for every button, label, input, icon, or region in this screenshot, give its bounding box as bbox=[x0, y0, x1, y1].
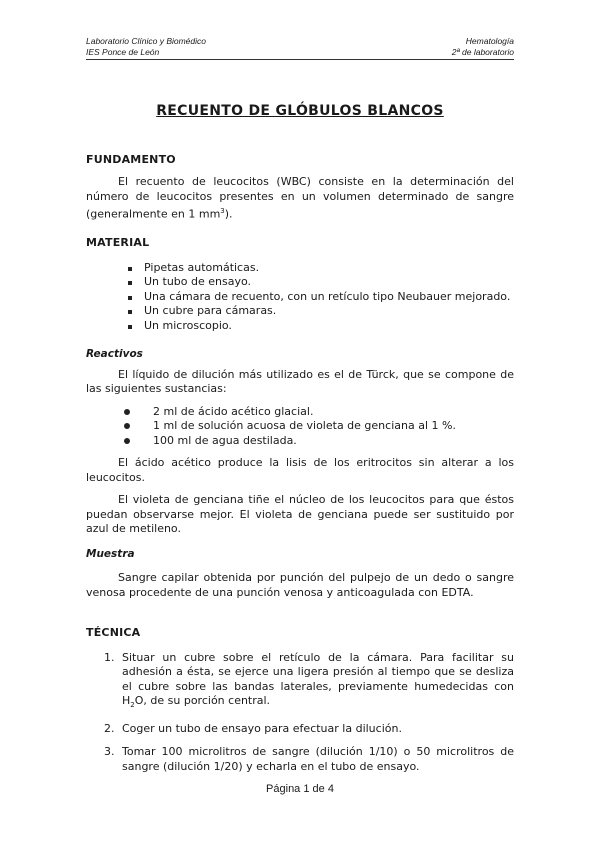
section-heading-material: MATERIAL bbox=[86, 236, 150, 250]
list-item: 2 ml de ácido acético glacial. bbox=[122, 405, 514, 420]
document-body bbox=[86, 104, 514, 783]
step-number: 1. bbox=[104, 650, 115, 664]
fundamento-text-end: ). bbox=[224, 207, 233, 221]
list-item bbox=[104, 745, 514, 774]
header-subject: Hematología bbox=[465, 36, 514, 46]
list-item: 100 ml de agua destilada. bbox=[122, 434, 514, 449]
list-item: Un cubre para cámaras. bbox=[128, 304, 514, 319]
step-text: Situar un cubre sobre el retículo de la cámara. Para facilitar su adhesión a ésta, se ejerce una ligera presión al tiempo que se desliza el cubre sobre las bandas laterales, previamente humedecidas con H bbox=[122, 650, 514, 708]
tecnica-steps bbox=[86, 651, 514, 775]
list-item: Un microscopio. bbox=[128, 319, 514, 334]
header-lab-name: Laboratorio Clínico y Biomédico bbox=[86, 36, 207, 46]
section-heading-tecnica: TÉCNICA bbox=[86, 626, 141, 640]
reactivos-paragraph-1: El ácido acético produce la lisis de los eritrocitos sin alterar a los leucocitos. bbox=[86, 456, 514, 484]
reactivos-list bbox=[122, 405, 514, 449]
fundamento-paragraph bbox=[86, 175, 514, 222]
material-list bbox=[128, 261, 514, 334]
reactivos-intro: El líquido de dilución más utilizado es el de Türck, que se compone de las siguientes sustancias: bbox=[86, 367, 514, 396]
step-number: 3. bbox=[104, 745, 115, 759]
page-number: Página 1 de 4 bbox=[266, 783, 334, 795]
list-item bbox=[104, 721, 514, 737]
subsection-heading-reactivos: Reactivos bbox=[86, 348, 143, 361]
header-course: 2ª de laboratorio bbox=[451, 47, 514, 57]
list-item: Una cámara de recuento, con un retículo tipo Neubauer mejorado. bbox=[128, 290, 514, 305]
list-item: Un tubo de ensayo. bbox=[128, 275, 514, 290]
fundamento-text: El recuento de leucocitos (WBC) consiste en la determinación del número de leucocitos presentes en un volumen determinado de sangre (generalmente en 1 mm bbox=[86, 175, 514, 221]
list-item: 1 ml de solución acuosa de violeta de genciana al 1 %. bbox=[122, 419, 514, 434]
header-school-name: IES Ponce de León bbox=[86, 47, 160, 57]
subscript-2: 2 bbox=[130, 701, 135, 710]
step-text: Tomar 100 microlitros de sangre (dilución 1/10) o 50 microlitros de sangre (dilución 1/20) y echarla en el tubo de ensayo. bbox=[122, 745, 514, 773]
list-item bbox=[104, 650, 514, 713]
subsection-heading-muestra: Muestra bbox=[86, 547, 135, 560]
step-number: 2. bbox=[104, 721, 115, 735]
list-item: Pipetas automáticas. bbox=[128, 261, 514, 276]
step-text-end: O, de su porción central. bbox=[134, 694, 271, 708]
reactivos-paragraph-2: El violeta de genciana tiñe el núcleo de los leucocitos para que éstos puedan observarse mejor. El violeta de genciana puede ser sustituido por azul de metileno. bbox=[86, 493, 514, 536]
superscript-3: 3 bbox=[220, 207, 225, 215]
step-text: Coger un tubo de ensayo para efectuar la dilución. bbox=[122, 721, 402, 735]
muestra-paragraph: Sangre capilar obtenida por punción del pulpejo de un dedo o sangre venosa procedente de una punción venosa y anticoagulada con EDTA. bbox=[86, 571, 514, 599]
page-title: RECUENTO DE GLÓBULOS BLANCOS bbox=[156, 103, 444, 119]
section-heading-fundamento: FUNDAMENTO bbox=[86, 152, 176, 166]
header-divider bbox=[86, 59, 514, 60]
